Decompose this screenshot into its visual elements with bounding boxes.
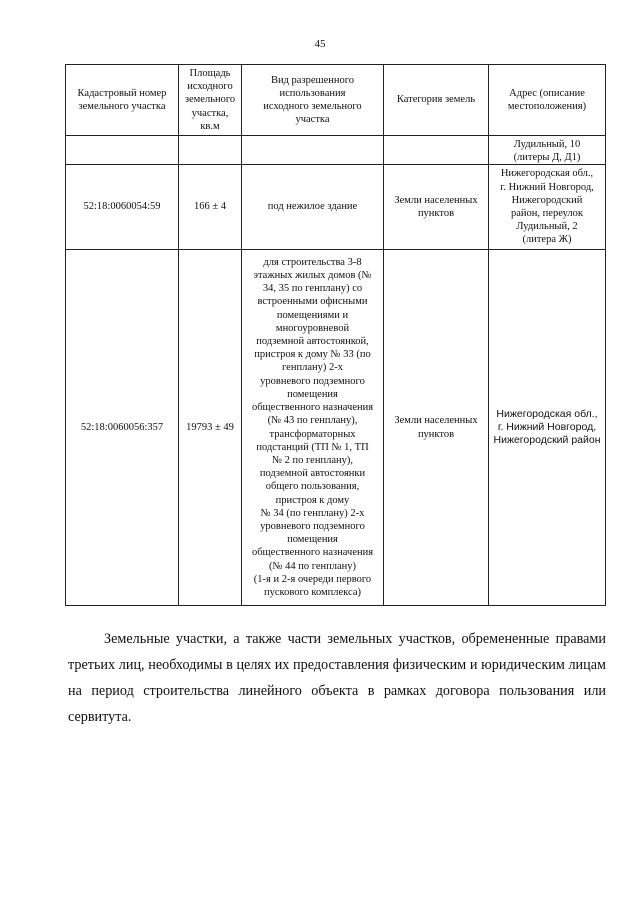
table-header-row: [66, 65, 606, 136]
table-row: [66, 165, 606, 250]
cell-empty: [66, 136, 179, 165]
cell-address: Нижегородская обл., г. Нижний Новгород, Нижегородский район, переулок Лудильный, 2 (литера Ж): [489, 165, 606, 250]
cell-empty: [242, 136, 384, 165]
cell-land-category: Земли населенных пунктов: [384, 165, 489, 250]
header-land-category: Категория земель: [384, 65, 489, 136]
cell-address: Лудильный, 10 (литеры Д, Д1): [489, 136, 606, 165]
cell-address: Нижегородская обл., г. Нижний Новгород, Нижегородский район: [489, 250, 606, 606]
header-area: Площадь исходного земельного участка, кв.м: [179, 65, 242, 136]
cell-land-category: Земли населенных пунктов: [384, 250, 489, 606]
table-row-continuation: [66, 136, 606, 165]
cell-area: 166 ± 4: [179, 165, 242, 250]
cell-area: 19793 ± 49: [179, 250, 242, 606]
land-parcels-table: [65, 64, 606, 606]
table-row: [66, 250, 606, 606]
header-cadastral-number: Кадастровый номер земельного участка: [66, 65, 179, 136]
header-address: Адрес (описание местоположения): [489, 65, 606, 136]
cell-cadastral-number: 52:18:0060054:59: [66, 165, 179, 250]
cell-cadastral-number: 52:18:0060056:357: [66, 250, 179, 606]
cell-empty: [384, 136, 489, 165]
cell-permitted-use: для строительства 3-8 этажных жилых домов (№ 34, 35 по генплану) со встроенными офисными помещениями и многоуровневой подземной автостоянкой, пристроя к дому № 33 (по генплану) 2-х уровневого подземного помещения общественного назначения (№ 43 по генплану), трансформаторных подстанций (ТП № 1, ТП № 2 по генплану), подземной автостоянки общего пользования, пристроя к дому № 34 (по генплану) 2-х уровневого подземного помещения общественного назначения (№ 44 по генплану) (1-я и 2-я очереди первого пускового комплекса): [242, 250, 384, 606]
cell-permitted-use: под нежилое здание: [242, 165, 384, 250]
body-paragraph: Земельные участки, а также части земельных участков, обремененные правами третьих лиц, необходимы в целях их предоставления физическим и юридическим лицам на период строительства линейного объекта в рамках договора пользования или сервитута.: [68, 631, 606, 725]
page-number: 45: [314, 38, 326, 50]
cell-empty: [179, 136, 242, 165]
header-permitted-use: Вид разрешенного использования исходного земельного участка: [242, 65, 384, 136]
